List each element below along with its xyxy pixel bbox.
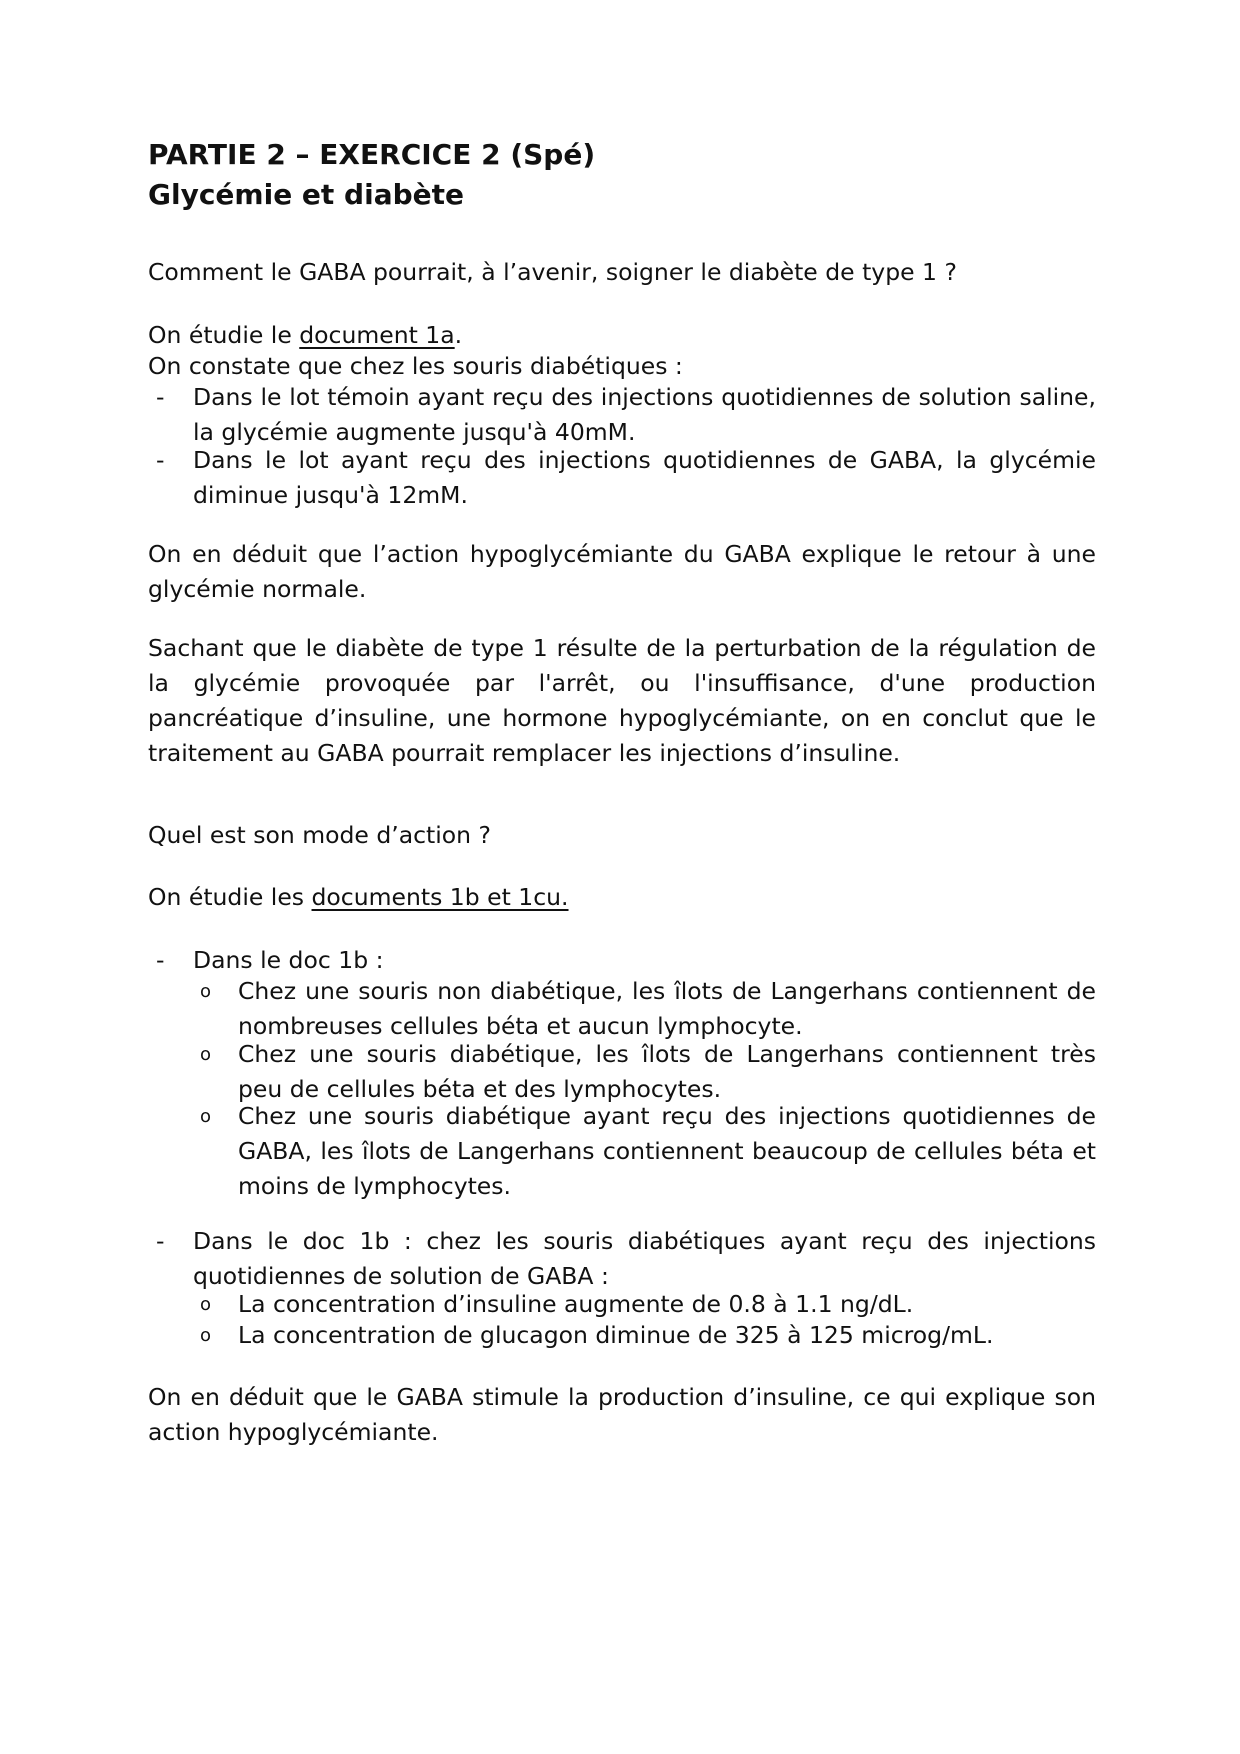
observation-text: Dans le lot ayant reçu des injections quotidiennes de GABA, la glycémie diminue jusqu'à 12mM.	[193, 446, 1096, 509]
exercise-subtitle: Glycémie et diabète	[148, 178, 464, 211]
question-1: Comment le GABA pourrait, à l’avenir, soigner le diabète de type 1 ?	[148, 258, 957, 286]
sub-list-item	[148, 1099, 1096, 1204]
sub-list-item	[148, 1318, 1096, 1353]
sub-list-item	[148, 974, 1096, 1044]
circle-bullet: o	[200, 1106, 212, 1127]
sub-list-item	[148, 1037, 1096, 1107]
doc-1b-intro: Dans le doc 1b :	[193, 946, 384, 974]
doc-1c-observation: La concentration de glucagon diminue de 325 à 125 microg/mL.	[238, 1321, 994, 1349]
circle-bullet: o	[200, 1294, 212, 1315]
conclusion-1: Sachant que le diabète de type 1 résulte de la perturbation de la régulation de la glycémie provoquée par l'arrêt, ou l'insuffisance, d'une production pancréatique d’insuline, une hormone hypoglycémiante, on en conclut que le traitement au GABA pourrait remplacer les injections d’insuline.	[148, 634, 1096, 767]
question-2: Quel est son mode d’action ?	[148, 821, 491, 849]
doc-1b-observation: Chez une souris diabétique ayant reçu des injections quotidiennes de GABA, les îlots de Langerhans contiennent beaucoup de cellules béta et moins de lymphocytes.	[238, 1102, 1096, 1200]
list-item	[148, 443, 1096, 513]
observation-text: Dans le lot témoin ayant reçu des injections quotidiennes de solution saline, la glycémie augmente jusqu'à 40mM.	[193, 383, 1096, 446]
dash-bullet: -	[156, 446, 165, 474]
list-item	[148, 943, 1096, 978]
list-item	[148, 380, 1096, 450]
circle-bullet: o	[200, 1044, 212, 1065]
documents-1b-1c-reference: documents 1b et 1cu.	[311, 883, 569, 911]
doc-1c-intro: Dans le doc 1b : chez les souris diabétiques ayant reçu des injections quotidiennes de solution de GABA :	[193, 1227, 1096, 1290]
study-documents-1b-1c	[148, 880, 1096, 915]
list-item	[148, 1224, 1096, 1294]
deduction-2: On en déduit que le GABA stimule la production d’insuline, ce qui explique son action hypoglycémiante.	[148, 1383, 1096, 1446]
study-prefix: On étudie les	[148, 883, 312, 911]
doc-1b-observation: Chez une souris non diabétique, les îlots de Langerhans contiennent de nombreuses cellules béta et aucun lymphocyte.	[238, 977, 1096, 1040]
study-document-1a	[148, 318, 1096, 353]
exercise-title: PARTIE 2 – EXERCICE 2 (Spé)	[148, 138, 596, 171]
observation-intro: On constate que chez les souris diabétiques :	[148, 352, 683, 380]
study-suffix: .	[454, 321, 463, 349]
document-1a-reference: document 1a	[299, 321, 455, 349]
dash-bullet: -	[156, 946, 165, 974]
sub-list-item	[148, 1287, 1096, 1322]
deduction-1: On en déduit que l’action hypoglycémiante du GABA explique le retour à une glycémie normale.	[148, 540, 1096, 603]
doc-1c-observation: La concentration d’insuline augmente de 0.8 à 1.1 ng/dL.	[238, 1290, 914, 1318]
circle-bullet: o	[200, 1325, 212, 1346]
doc-1b-observation: Chez une souris diabétique, les îlots de Langerhans contiennent très peu de cellules béta et des lymphocytes.	[238, 1040, 1096, 1103]
dash-bullet: -	[156, 383, 165, 411]
study-prefix: On étudie le	[148, 321, 300, 349]
dash-bullet: -	[156, 1227, 165, 1255]
circle-bullet: o	[200, 981, 212, 1002]
